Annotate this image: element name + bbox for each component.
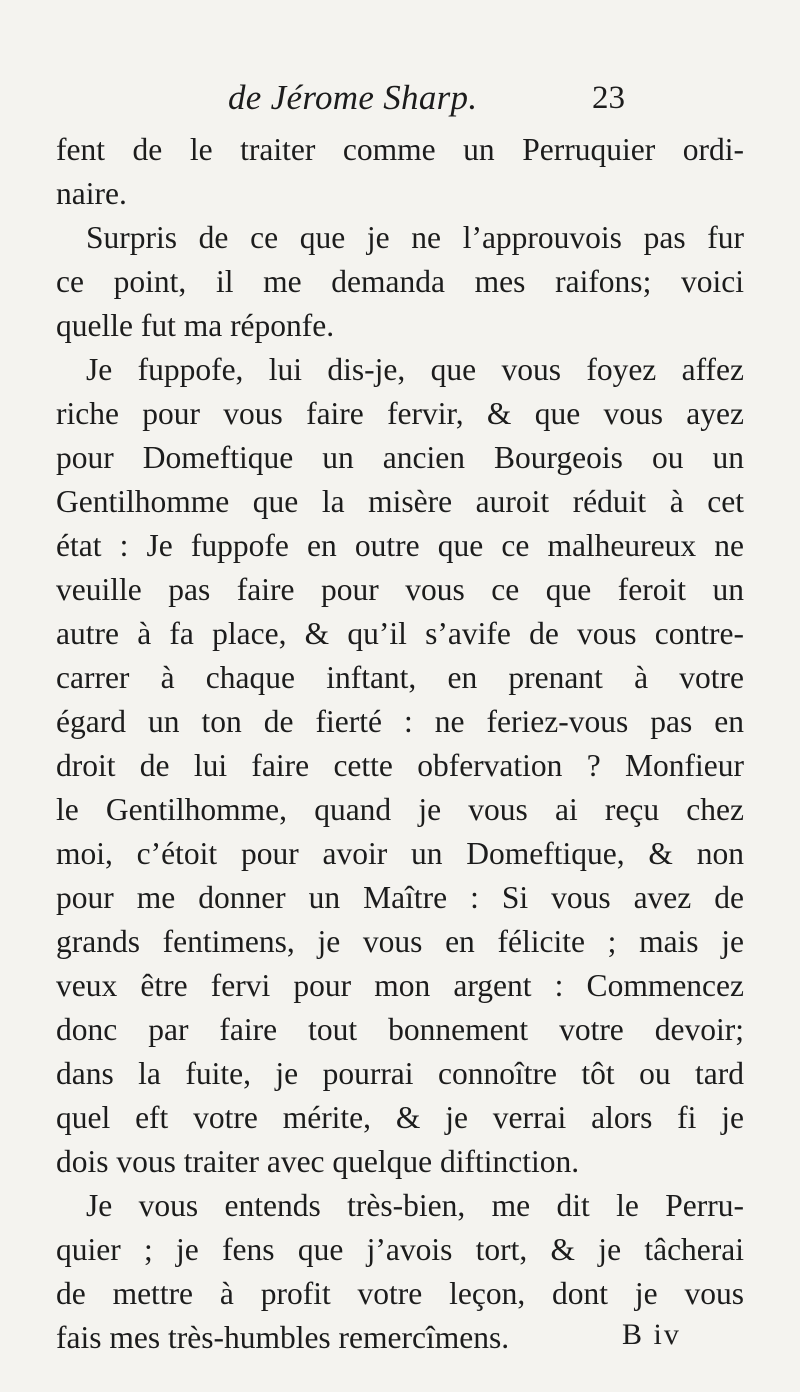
running-title: de Jérome Sharp. bbox=[228, 78, 478, 117]
text-line: dans la fuite, je pourrai connoître tôt ou tard bbox=[56, 1056, 744, 1091]
text-line: quel eft votre mérite, & je verrai alors fi je bbox=[56, 1100, 744, 1135]
text-line: fais mes très-humbles remercîmens. bbox=[56, 1320, 510, 1355]
text-line: fent de le traiter comme un Perruquier ordi- bbox=[56, 132, 744, 167]
text-line: moi, c’étoit pour avoir un Domeftique, & non bbox=[56, 836, 744, 871]
text-line: pour Domeftique un ancien Bourgeois ou un bbox=[56, 440, 744, 475]
text-line: pour me donner un Maître : Si vous avez de bbox=[56, 880, 744, 915]
text-line: égard un ton de fierté : ne feriez-vous pas en bbox=[56, 704, 744, 739]
text-line: riche pour vous faire fervir, & que vous ayez bbox=[56, 396, 744, 431]
text-line: naire. bbox=[56, 176, 127, 211]
page-header bbox=[0, 78, 800, 128]
text-line: grands fentimens, je vous en félicite ; mais je bbox=[56, 924, 744, 959]
text-line: ce point, il me demanda mes raifons; voici bbox=[56, 264, 744, 299]
text-line: quelle fut ma réponfe. bbox=[56, 308, 335, 343]
text-line: état : Je fuppofe en outre que ce malheureux ne bbox=[56, 528, 744, 563]
text-line: dois vous traiter avec quelque diftinction. bbox=[56, 1144, 580, 1179]
text-line: autre à fa place, & qu’il s’avife de vous contre- bbox=[56, 616, 744, 651]
page-number: 23 bbox=[592, 80, 625, 116]
text-line: veux être fervi pour mon argent : Commencez bbox=[56, 968, 744, 1003]
text-line: veuille pas faire pour vous ce que feroit un bbox=[56, 572, 744, 607]
text-line: donc par faire tout bonnement votre devoir; bbox=[56, 1012, 744, 1047]
text-line: Gentilhomme que la misère auroit réduit à cet bbox=[56, 484, 744, 519]
text-line: Je fuppofe, lui dis-je, que vous foyez affez bbox=[86, 352, 744, 387]
text-line: quier ; je fens que j’avois tort, & je tâcherai bbox=[56, 1232, 744, 1267]
text-line: Je vous entends très-bien, me dit le Perru- bbox=[86, 1188, 744, 1223]
text-line: de mettre à profit votre leçon, dont je vous bbox=[56, 1276, 744, 1311]
text-line: Surpris de ce que je ne l’approuvois pas fur bbox=[86, 220, 744, 255]
signature-mark: B iv bbox=[622, 1318, 681, 1351]
text-line: le Gentilhomme, quand je vous ai reçu chez bbox=[56, 792, 744, 827]
text-line: carrer à chaque inftant, en prenant à votre bbox=[56, 660, 744, 695]
text-line: droit de lui faire cette obfervation ? Monfieur bbox=[56, 748, 744, 783]
